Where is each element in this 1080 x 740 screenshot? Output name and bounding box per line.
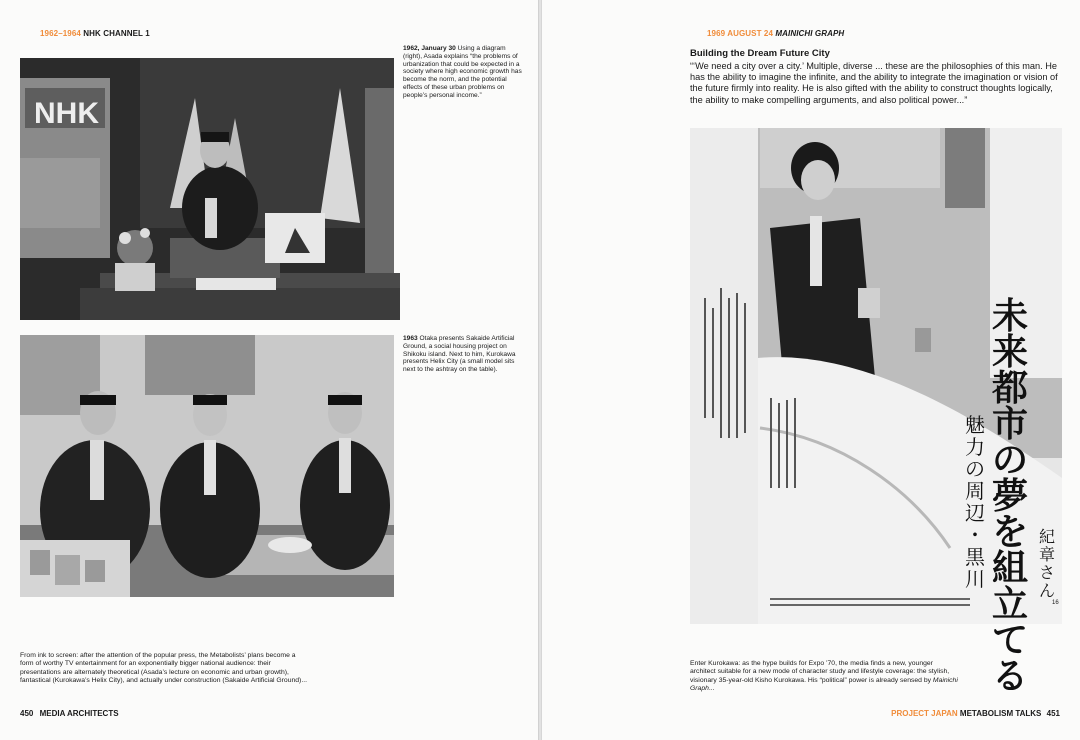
right-body-suffix: ... (708, 684, 715, 692)
right-body-italic: Mainichi Graph (690, 676, 958, 692)
header-years: 1962–1964 (40, 29, 81, 38)
footer-title: METABOLISM TALKS (959, 709, 1042, 718)
right-page (542, 0, 1080, 740)
right-body-text (690, 660, 960, 693)
caption-1963 (403, 335, 523, 374)
caption-1962-date: 1962, January 30 (403, 45, 456, 52)
left-footer (20, 709, 119, 718)
header-channel: NHK CHANNEL 1 (83, 29, 150, 38)
right-page-number: 451 (1046, 709, 1060, 718)
magazine-name: 紀 章 さ ん (1038, 527, 1055, 600)
left-running-header (40, 29, 150, 38)
magazine-page-number: 16 (1052, 600, 1059, 606)
magazine-subline: 魅 力 の 周 辺 ・ 黒 川 (965, 413, 985, 591)
photo-three-presenters (20, 335, 394, 597)
photo-nhk-studio (20, 58, 394, 320)
footer-project: PROJECT JAPAN (891, 709, 958, 718)
article-quote: “‘We need a city over a city.’ Multiple, diverse ... these are the philosophies of this man. He has the ability to imagine the infinite, and the ability to integrate the imagination or vision of the future firmly into reality. He is also gifted with the ability to construct thoughts logically, the ability to make compelling arguments, and also political power...” (690, 61, 1058, 105)
left-section-title: MEDIA ARCHITECTS (39, 709, 119, 718)
right-footer (891, 709, 1060, 718)
header-date: 1969 AUGUST 24 (707, 29, 774, 38)
right-body-prefix: Enter Kurokawa: as the hype builds for Expo ’70, the media finds a new, younger architect suitable for a new mode of character study and lifestyle coverage: the stylish, visionary 35-year-old Kisho Kurokawa. His “political” power is already sensed by (690, 660, 950, 684)
magazine-headline: 未 来 都 市 の 夢 を 組 立 て る (991, 295, 1028, 697)
caption-1962-text: Using a diagram (right), Asada explains “the problems of urbanization that could be expected in a society where high economic growth has become the norm, and the potential effects of these urban problems on people’s personal income.” (403, 45, 522, 99)
caption-1962 (403, 45, 525, 100)
left-page-number: 450 (20, 709, 34, 718)
header-publication: MAINICHI GRAPH (775, 29, 845, 38)
caption-1963-date: 1963 (403, 335, 418, 342)
nhk-sign-text: NHK (34, 97, 99, 130)
caption-1963-text: Otaka presents Sakaide Artificial Ground, a social housing project on Shikoku island. Next to him, Kurokawa presents Helix City (a small model sits next to the ashtray on the table). (403, 335, 516, 374)
right-running-header (707, 29, 844, 38)
left-page (0, 0, 538, 740)
left-body-text: From ink to screen: after the attention of the popular press, the Metabolists’ plans become a form of worthy TV entertainment for an exponentially bigger national audience: their presentations are alternately theoretical (Asada’s lecture on economic and urban growth), fantastical (Kurokawa’s Helix City), and actually under construction (Sakaide Artificial Ground)... (20, 652, 307, 684)
article-title: Building the Dream Future City (690, 48, 830, 59)
